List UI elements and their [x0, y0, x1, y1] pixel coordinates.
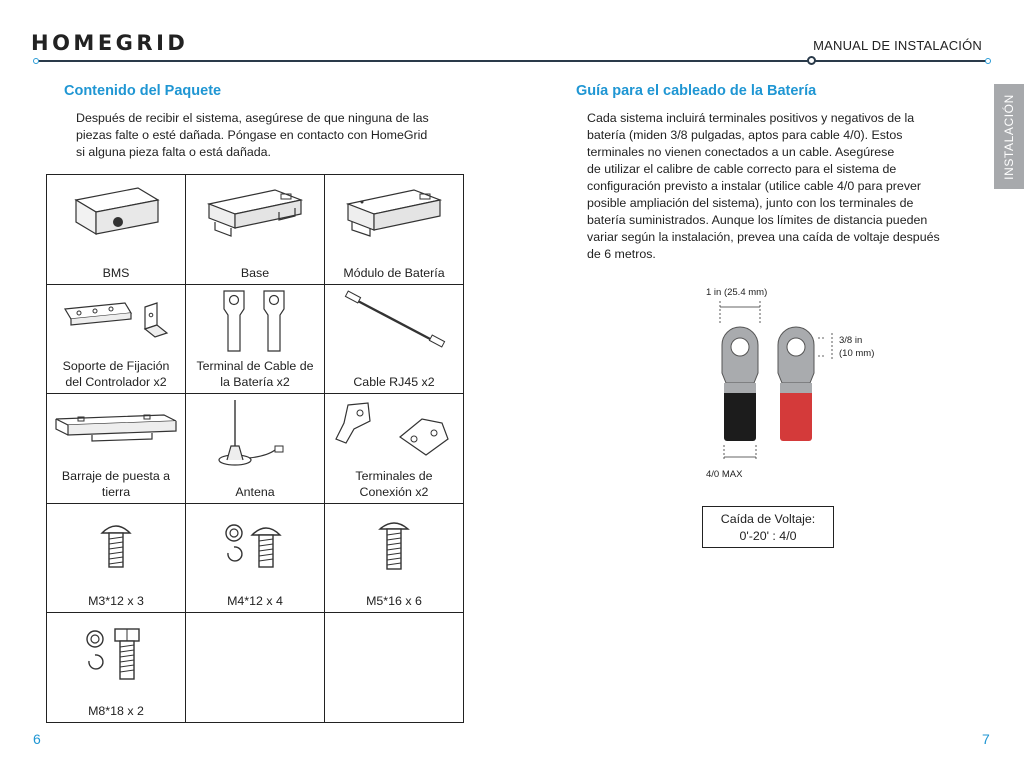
- controller-bracket-icon: [47, 285, 185, 355]
- package-item-ground-busbar: [47, 394, 186, 504]
- screw-washer-icon: [186, 504, 324, 588]
- body-line: terminales no vienen conectados a un cable. Asegúrese: [587, 145, 895, 159]
- package-intro: [76, 110, 466, 161]
- item-label: M3*12 x 3: [88, 594, 144, 608]
- body-line: batería suministrados. Aunque los límites de distancia pueden: [587, 213, 928, 227]
- item-label: Terminales de Conexión x2: [355, 468, 433, 499]
- item-label: Cable RJ45 x2: [353, 375, 435, 389]
- item-label: M5*16 x 6: [366, 594, 422, 608]
- package-contents-table: [46, 174, 464, 723]
- page-number-right: 7: [982, 731, 990, 747]
- package-item-antenna: [186, 394, 325, 504]
- body-line: variar según la instalación, prevea una caída de voltaje después: [587, 230, 940, 244]
- header-divider: [36, 60, 988, 62]
- body-line: de utilizar el calibre de cable correcto para el sistema de: [587, 162, 897, 176]
- package-item-m3-screw: [47, 503, 186, 613]
- package-item-controller-bracket: [47, 284, 186, 394]
- item-label: BMS: [102, 265, 130, 280]
- item-label: Soporte de Fijación del Controlador x2: [62, 359, 170, 389]
- intro-line: piezas falte o esté dañada. Póngase en contacto con HomeGrid: [76, 128, 428, 142]
- wire-gauge-label: 4/0 MAX: [706, 469, 743, 480]
- package-item-bms: [47, 175, 186, 285]
- package-item-base: [186, 175, 325, 285]
- screw-icon: [47, 504, 185, 588]
- package-item-battery-cable-terminal: [186, 284, 325, 394]
- hole-size-metric-label: (10 mm): [839, 348, 875, 359]
- battery-cable-terminal-icon: [186, 285, 324, 359]
- homegrid-logo: HOMEGRID: [31, 31, 189, 55]
- manual-title: MANUAL DE INSTALACIÓN: [813, 38, 982, 53]
- side-tab-label: INSTALACIÓN: [1002, 93, 1016, 180]
- body-line: Cada sistema incluirá terminales positivos y negativos de la: [587, 111, 915, 125]
- bolt-washer-icon: [47, 613, 185, 697]
- item-label: Terminal de Cable de la Batería x2: [196, 359, 314, 389]
- package-item-m4-screw: [186, 503, 325, 613]
- voltage-drop-value: 0'-20' : 4/0: [739, 529, 797, 543]
- screw-icon: [325, 504, 463, 588]
- battery-module-icon: [325, 175, 463, 245]
- body-line: configuración previsto a instalar (utilice cable 4/0 para prever: [587, 179, 922, 193]
- header-line-end-dot: [985, 58, 991, 64]
- item-label: Base: [240, 265, 270, 280]
- package-contents-title: Contenido del Paquete: [64, 83, 222, 99]
- body-line: posible ampliación del sistema), junto con los terminales de: [587, 196, 914, 210]
- base-unit-icon: [186, 175, 324, 245]
- package-item-battery-module: [325, 175, 464, 285]
- negative-terminal-icon: [722, 327, 758, 441]
- battery-terminal-diagram: [700, 283, 900, 483]
- package-item-rj45-cable: [325, 284, 464, 394]
- connection-terminal-icon: [325, 394, 463, 468]
- item-label: Antena: [235, 484, 275, 499]
- battery-wiring-title: Guía para el cableado de la Batería: [576, 83, 817, 99]
- intro-line: Después de recibir el sistema, asegúrese de que ninguna de las: [76, 111, 429, 125]
- item-label: M4*12 x 4: [227, 594, 283, 608]
- package-item-m8-bolt: [47, 613, 186, 723]
- empty-cell: [186, 613, 325, 723]
- rj45-cable-icon: [325, 285, 463, 355]
- body-line: batería (miden 3/8 pulgadas, aptos para cable 4/0). Estos: [587, 128, 903, 142]
- voltage-drop-title: Caída de Voltaje:: [720, 512, 816, 526]
- item-label: Módulo de Batería: [343, 265, 445, 280]
- body-line: de 6 metros.: [587, 247, 656, 261]
- package-item-m5-screw: [325, 503, 464, 613]
- header-line-start-dot: [33, 58, 39, 64]
- item-label: M8*18 x 2: [88, 703, 144, 718]
- terminal-width-label: 1 in (25.4 mm): [706, 287, 768, 298]
- positive-terminal-icon: [778, 327, 814, 441]
- header-line-center-dot: [807, 56, 816, 65]
- item-label: Barraje de puesta a tierra: [61, 468, 171, 499]
- side-tab-installation: [994, 84, 1024, 189]
- hole-size-label: 3/8 in: [839, 335, 863, 346]
- intro-line: si alguna pieza falta o está dañada.: [76, 145, 271, 159]
- ground-busbar-icon: [47, 394, 185, 464]
- empty-cell: [325, 613, 464, 723]
- battery-wiring-body: [587, 110, 967, 263]
- voltage-drop-box: [702, 506, 834, 548]
- bms-box-icon: [47, 175, 185, 245]
- package-item-connection-terminal: [325, 394, 464, 504]
- page-number-left: 6: [33, 731, 41, 747]
- antenna-icon: [186, 394, 324, 474]
